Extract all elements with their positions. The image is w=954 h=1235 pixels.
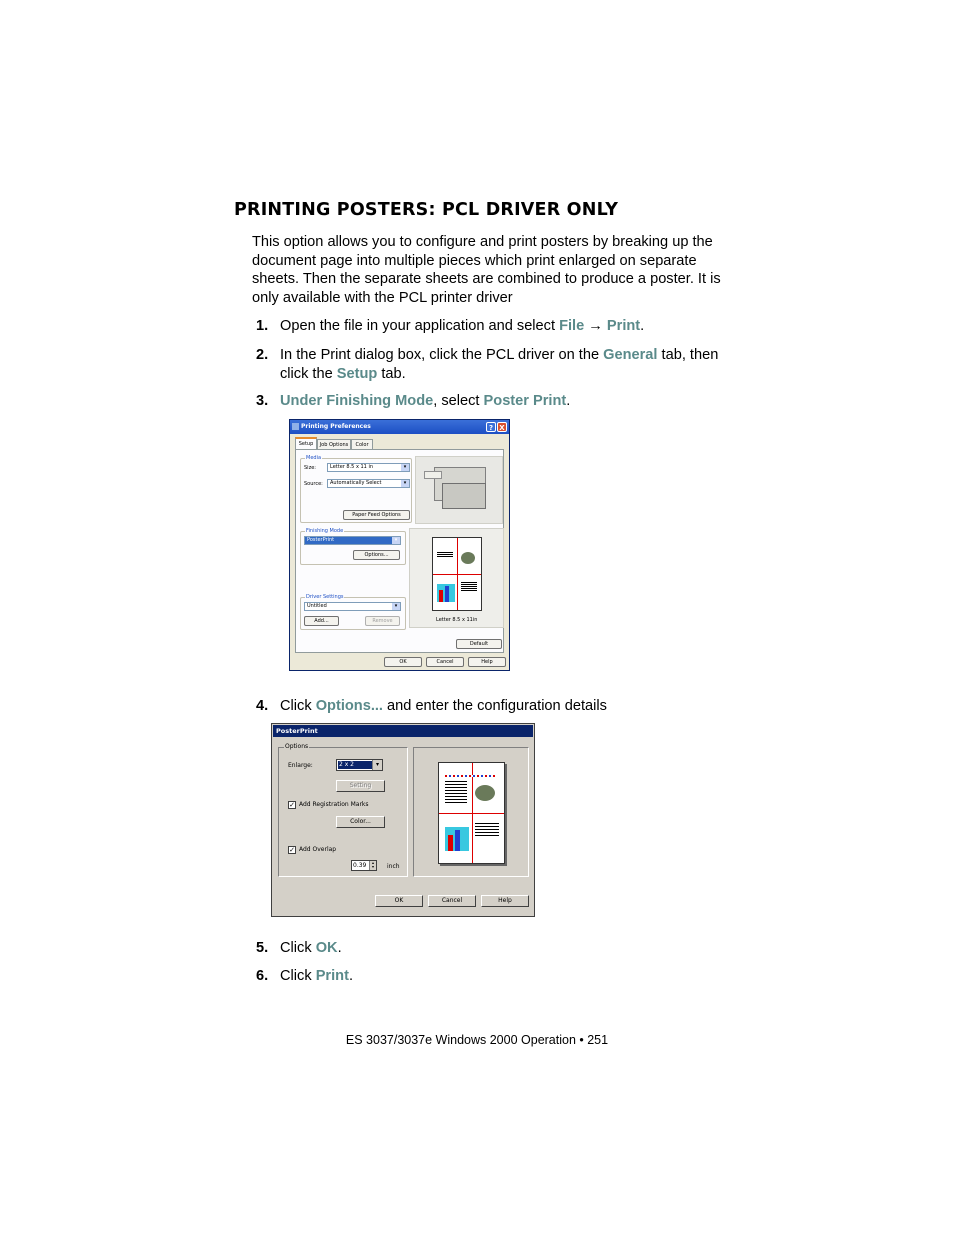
tab-job-options[interactable]: Job Options — [317, 439, 351, 449]
tab-setup[interactable]: Setup — [295, 437, 317, 449]
poster-print-ref: Poster Print — [483, 393, 567, 409]
step-text: Click Print. — [280, 968, 353, 984]
add-button[interactable]: Add... — [304, 616, 339, 626]
step-number: 2. — [256, 347, 269, 363]
dialog-titlebar: PosterPrint — [273, 725, 533, 737]
enlarge-select[interactable]: 2 x 2 ▾ — [336, 759, 383, 771]
step-number: 6. — [256, 968, 269, 984]
cancel-button[interactable]: Cancel — [428, 895, 476, 907]
cancel-button[interactable]: Cancel — [426, 657, 464, 667]
options-group: Options — [278, 747, 408, 877]
help-button[interactable]: Help — [468, 657, 506, 667]
preview-caption: Letter 8.5 x 11in — [436, 617, 478, 623]
step-text: Click OK. — [280, 940, 342, 956]
print-ref: Print — [315, 968, 349, 984]
overlap-input[interactable]: 0.39 ▴ ▾ — [351, 860, 377, 871]
printer-icon — [292, 423, 299, 430]
options-ref: Options... — [315, 698, 383, 714]
step-number: 1. — [256, 318, 269, 334]
add-overlap-checkbox[interactable]: ✓ — [289, 846, 295, 854]
enlarge-label: Enlarge: — [288, 762, 313, 769]
remove-button[interactable]: Remove — [365, 616, 400, 626]
step-number: 3. — [256, 393, 269, 409]
finishing-mode-select[interactable]: PosterPrint ▾ — [304, 536, 401, 545]
step-number: 4. — [256, 698, 269, 714]
step-text: Under Finishing Mode, select Poster Print. — [280, 393, 571, 409]
ok-ref: OK — [315, 940, 338, 956]
printing-preferences-dialog — [289, 419, 510, 671]
registration-marks-label: Add Registration Marks — [299, 801, 369, 808]
chevron-down-icon: ▾ — [392, 603, 400, 610]
overlap-unit: inch — [387, 863, 400, 870]
menu-file-link: File — [559, 318, 585, 334]
step-text: In the Print dialog box, click the PCL driver on the General tab, then click the Setup tab. — [280, 347, 719, 382]
finishing-mode-group: Finishing Mode — [300, 531, 406, 565]
default-button[interactable]: Default — [456, 639, 502, 649]
intro-paragraph: This option allows you to configure and print posters by breaking up the document page into multiple pieces which print enlarged on separate sheets. Then the separate sheets are combined to produce a poster. It is only available with the PCL printer driver — [252, 234, 721, 306]
chevron-down-icon: ▾ — [401, 480, 409, 487]
ok-button[interactable]: OK — [375, 895, 423, 907]
media-group: Media — [300, 458, 412, 523]
general-tab-ref: General — [603, 347, 658, 363]
setting-button[interactable]: Setting — [336, 780, 385, 792]
ok-button[interactable]: OK — [384, 657, 422, 667]
dialog-titlebar — [290, 420, 509, 434]
page-title: PRINTING POSTERS: PCL DRIVER ONLY — [234, 200, 619, 220]
spinner-icon[interactable]: ▴ ▾ — [369, 861, 376, 870]
source-label: Source: — [304, 481, 323, 487]
step-text: Open the file in your application and select File → Print. — [280, 318, 645, 334]
size-label: Size: — [304, 465, 316, 471]
poster-print-dialog — [271, 723, 535, 917]
options-button[interactable]: Options... — [353, 550, 400, 560]
paper-feed-options-button[interactable]: Paper Feed Options — [343, 510, 410, 520]
chevron-down-icon: ▾ — [372, 760, 382, 770]
tab-color[interactable]: Color — [351, 439, 373, 449]
close-icon[interactable]: X — [497, 422, 507, 432]
registration-marks-checkbox[interactable]: ✓ — [289, 801, 295, 809]
poster-preview — [438, 762, 505, 864]
add-overlap-label: Add Overlap — [299, 846, 337, 853]
size-select[interactable]: Letter 8.5 x 11 in ▾ — [327, 463, 410, 472]
driver-settings-group: Driver Settings — [300, 597, 406, 630]
printer-image — [415, 456, 503, 524]
source-select[interactable]: Automatically Select ▾ — [327, 479, 410, 488]
step-text: Click Options... and enter the configuration details — [280, 698, 607, 714]
help-icon[interactable]: ? — [486, 422, 496, 432]
driver-settings-select[interactable]: Untitled ▾ — [304, 602, 401, 611]
page-footer: ES 3037/3037e Windows 2000 Operation • 251 — [345, 1033, 609, 1047]
setup-tab-ref: Setup — [336, 365, 378, 382]
poster-preview — [409, 528, 504, 628]
help-button[interactable]: Help — [481, 895, 529, 907]
step-number: 5. — [256, 940, 269, 956]
chevron-down-icon: ▾ — [392, 537, 400, 544]
menu-print-link: Print — [606, 318, 641, 334]
color-button[interactable]: Color... — [336, 816, 385, 828]
chevron-down-icon: ▾ — [401, 464, 409, 471]
finishing-mode-ref: Finishing Mode — [326, 393, 434, 409]
dialog-title: Printing Preferences — [301, 423, 371, 430]
